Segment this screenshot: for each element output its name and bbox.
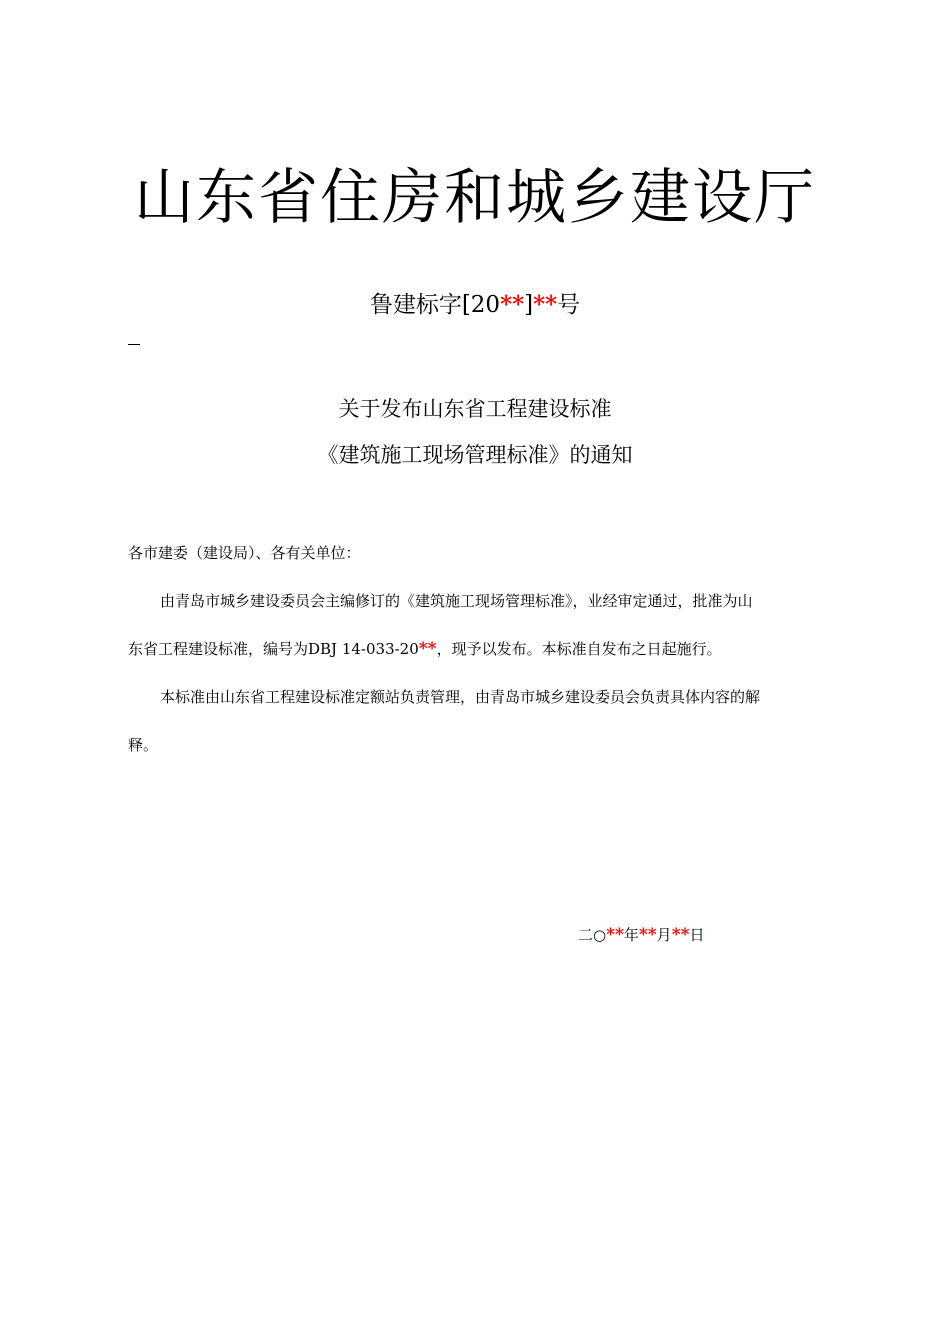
paragraph-1-line-2-end: ，现予以发布。本标准自发布之日起施行。 <box>436 640 722 658</box>
date-year-label: 年 <box>623 926 639 944</box>
doc-number-year-placeholder: ** <box>500 291 525 318</box>
paragraph-2-line-2: 释。 <box>128 736 159 754</box>
standard-year-placeholder: ** <box>418 639 437 659</box>
paragraph-1-line-1: 由青岛市城乡建设委员会主编修订的《建筑施工现场管理标准》，业经审定通过，批准为山 <box>160 592 753 610</box>
paragraph-2-line-1: 本标准由山东省工程建设标准定额站负责管理，由青岛市城乡建设委员会负责具体内容的解 <box>160 688 761 706</box>
date-prefix: 二○ <box>578 926 607 944</box>
doc-number-suffix: 号 <box>557 292 581 318</box>
date-day-placeholder: ** <box>671 925 690 945</box>
paragraph-1-line-2 <box>128 636 832 662</box>
standard-code-text: 东省工程建设标准，编号为DBJ 14-033-20 <box>128 640 419 658</box>
issue-date <box>578 922 704 948</box>
date-month-placeholder: ** <box>638 925 657 945</box>
doc-number-prefix: 鲁建标字[20 <box>369 292 501 318</box>
doc-number-serial-placeholder: ** <box>533 291 558 318</box>
date-year-placeholder: ** <box>606 925 624 945</box>
salutation: 各市建委（建设局）、各有关单位： <box>128 544 361 562</box>
organization-title: 山东省住房和城乡建设厅 <box>134 163 816 233</box>
notice-title-line-1: 关于发布山东省工程建设标准 <box>338 397 612 421</box>
date-day-label: 日 <box>689 926 705 944</box>
divider-mark <box>128 344 140 345</box>
document-number <box>0 288 950 322</box>
doc-number-bracket: ] <box>524 292 534 318</box>
notice-title-line-2: 《建筑施工现场管理标准》的通知 <box>317 443 633 467</box>
date-month-label: 月 <box>656 926 672 944</box>
